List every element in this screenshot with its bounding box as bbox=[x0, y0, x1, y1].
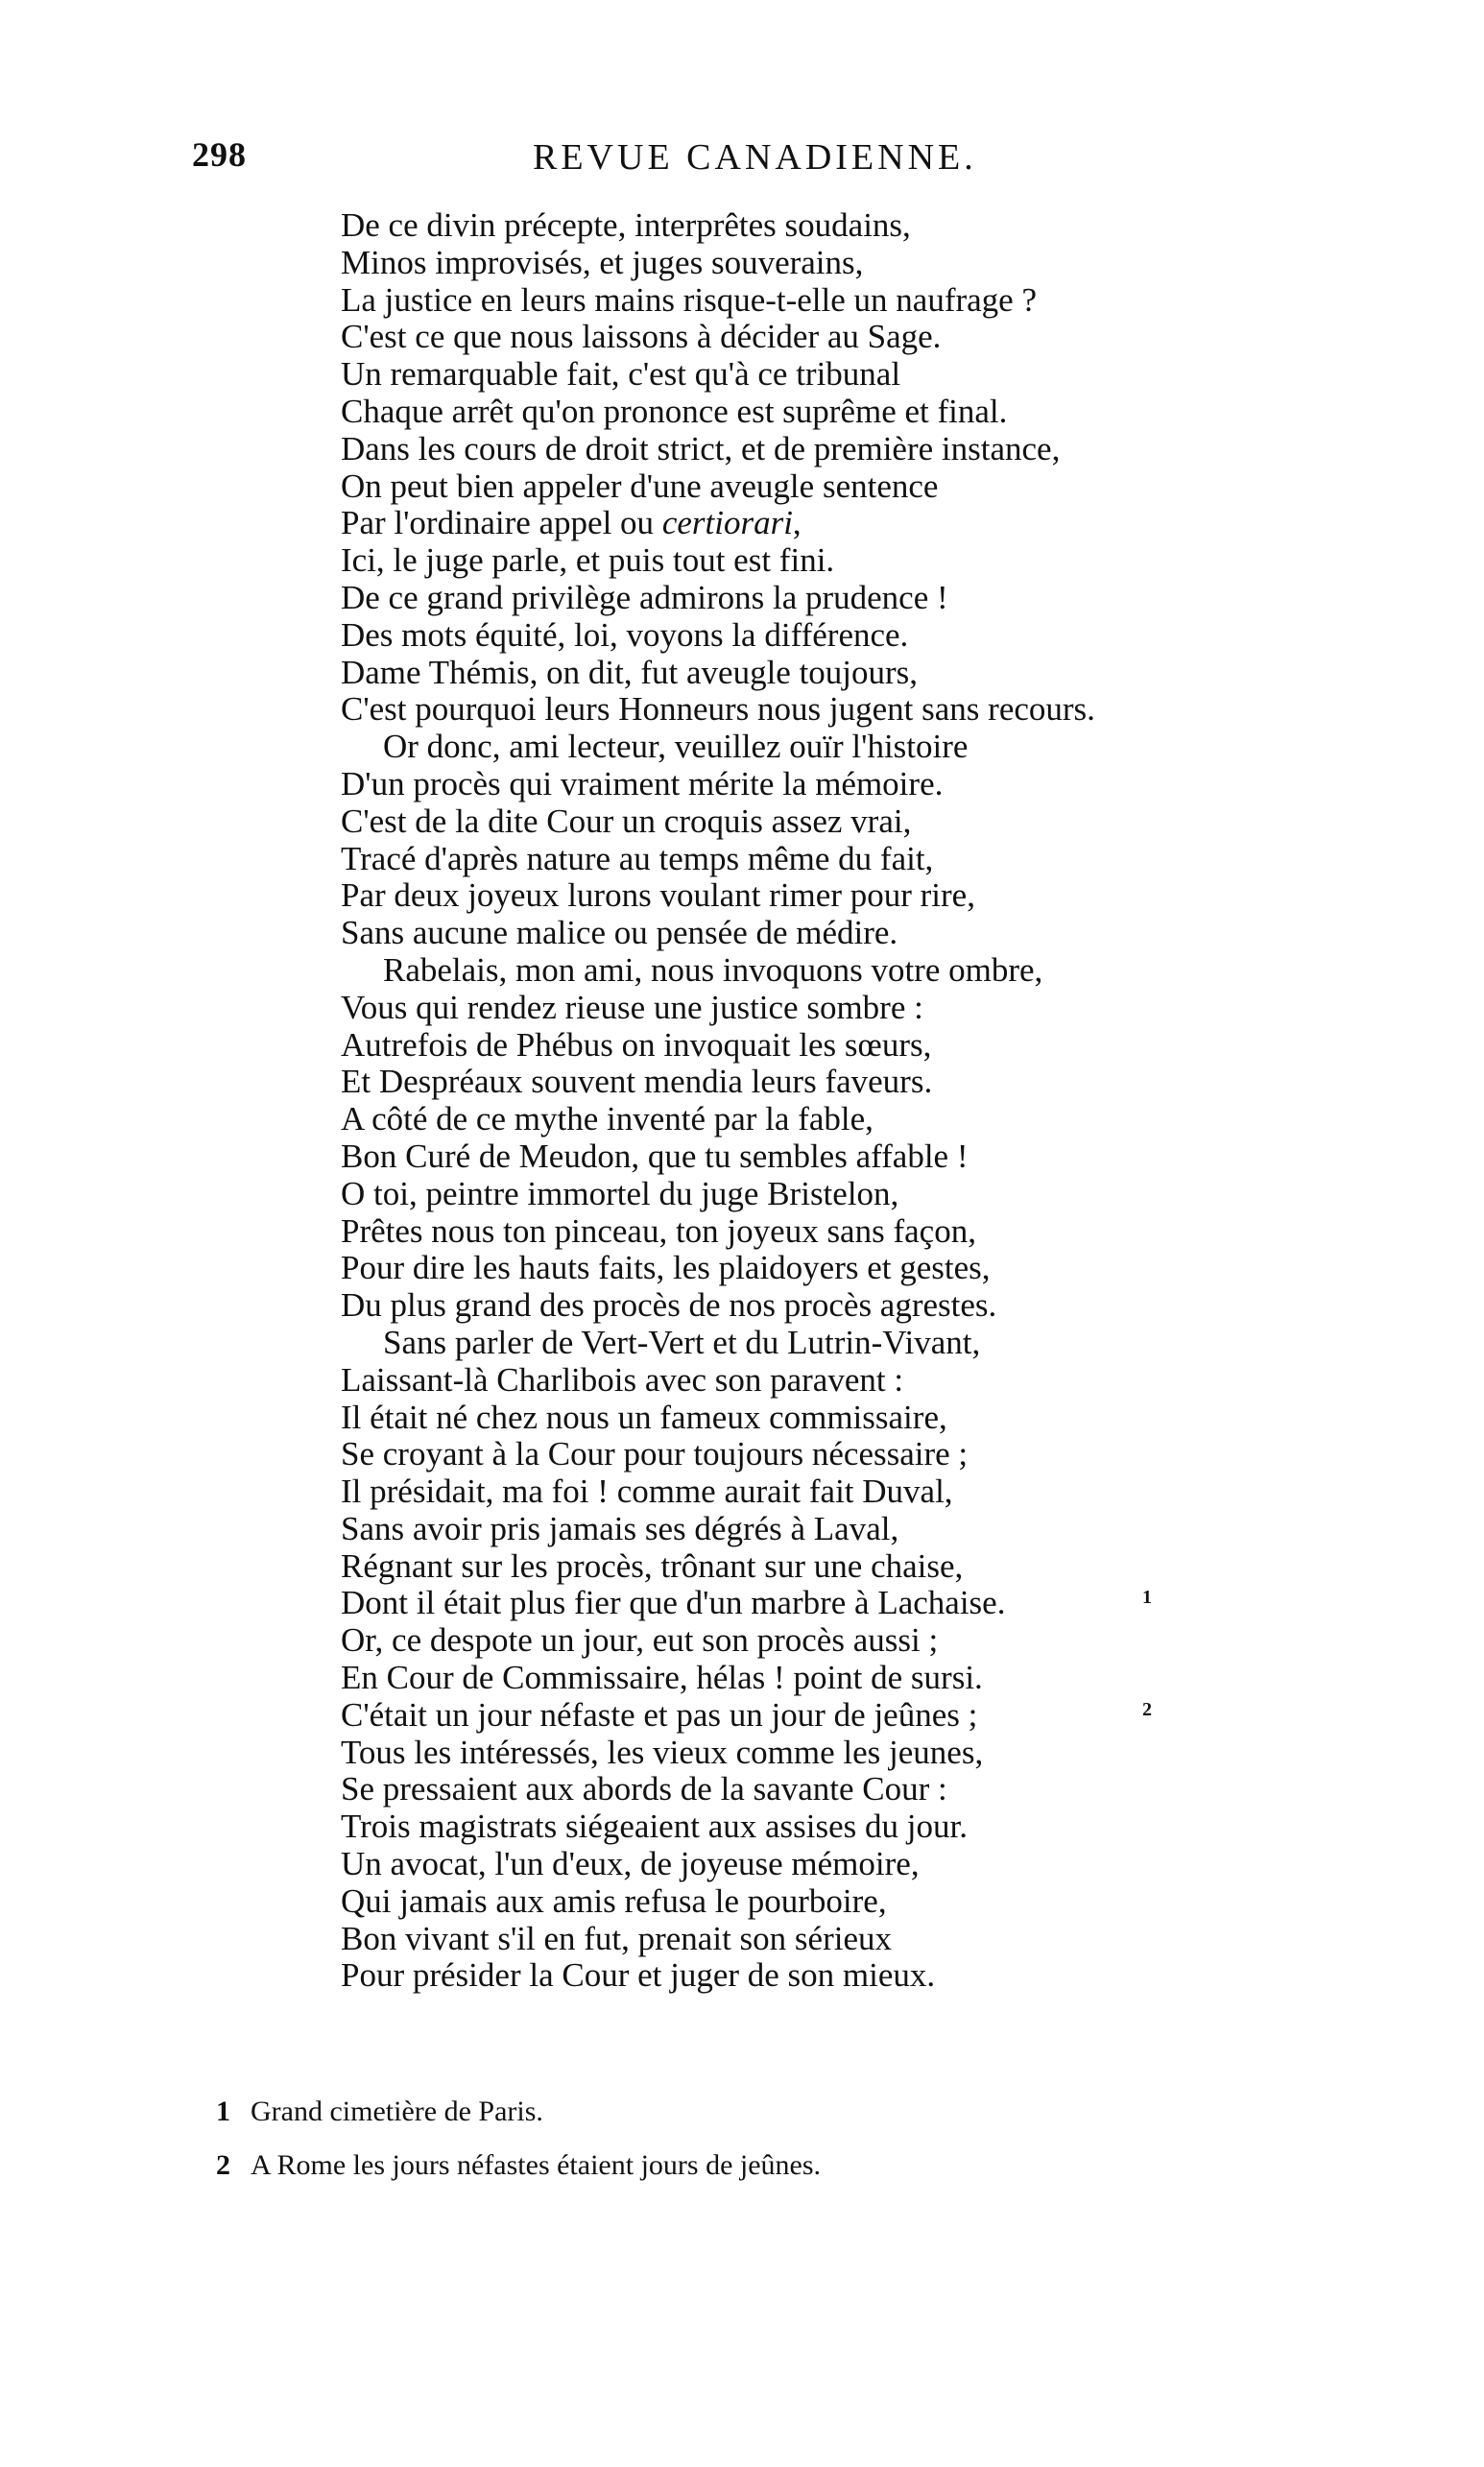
poem-line-text: Sans avoir pris jamais ses dégrés à Laval, bbox=[341, 1509, 899, 1547]
poem-line bbox=[341, 1213, 1224, 1251]
poem-line bbox=[341, 468, 1224, 506]
footnote-text: A Rome les jours néfastes étaient jours de jeûnes. bbox=[251, 2149, 822, 2181]
poem-line-text: Qui jamais aux amis refusa le pourboire, bbox=[341, 1881, 887, 1920]
poem-line bbox=[341, 1064, 1224, 1101]
poem-line-text: Ici, le juge parle, et puis tout est fini. bbox=[341, 541, 835, 580]
page-number: 298 bbox=[192, 135, 247, 174]
poem-line-text: Dans les cours de droit strict, et de première instance, bbox=[341, 429, 1061, 467]
footnote-number: 1 bbox=[216, 2096, 230, 2127]
poem-line-text: De ce grand privilège admirons la prudence ! bbox=[341, 578, 948, 616]
poem-line bbox=[341, 915, 1224, 952]
poem-line-text: Tracé d'après nature au temps même du fait, bbox=[341, 839, 934, 877]
poem-line bbox=[341, 1771, 1224, 1808]
poem-line bbox=[341, 1101, 1224, 1138]
poem-line bbox=[341, 356, 1224, 394]
poem-line-text: , bbox=[792, 504, 802, 542]
poem-line-text: Sans aucune malice ou pensée de médire. bbox=[341, 914, 898, 952]
poem-line-text: Se croyant à la Cour pour toujours nécessaire ; bbox=[341, 1435, 969, 1473]
poem-line bbox=[341, 1921, 1224, 1958]
poem-line-text: O toi, peintre immortel du juge Bristelon, bbox=[341, 1174, 899, 1212]
poem-line bbox=[341, 1436, 1224, 1473]
poem-line bbox=[341, 617, 1224, 655]
poem-line-text: Or donc, ami lecteur, veuillez ouïr l'histoire bbox=[383, 728, 969, 766]
poem-line-text: C'est ce que nous laissons à décider au Sage. bbox=[341, 318, 942, 356]
poem-line bbox=[341, 1660, 1224, 1697]
poem-line-text: Prêtes nous ton pinceau, ton joyeux sans façon, bbox=[341, 1211, 976, 1250]
poem-line bbox=[341, 841, 1224, 878]
poem-line bbox=[341, 1697, 1224, 1735]
poem-line-text: C'était un jour néfaste et pas un jour de jeûnes ; bbox=[341, 1695, 978, 1734]
poem-line-text: Trois magistrats siégeaient aux assises du jour. bbox=[341, 1808, 968, 1846]
poem-line bbox=[341, 1883, 1224, 1921]
poem-line bbox=[341, 1473, 1224, 1511]
poem-line-text: Par l'ordinaire appel ou bbox=[341, 504, 662, 542]
footnote-text: Grand cimetière de Paris. bbox=[251, 2096, 543, 2127]
poem-line bbox=[341, 1511, 1224, 1548]
poem-line bbox=[341, 580, 1224, 617]
poem-line bbox=[341, 1027, 1224, 1065]
poem-line bbox=[341, 1362, 1224, 1400]
poem-line bbox=[341, 1400, 1224, 1437]
footnote-number: 2 bbox=[216, 2149, 230, 2181]
poem-line bbox=[341, 1176, 1224, 1213]
poem-line bbox=[341, 990, 1224, 1027]
poem-line-text: La justice en leurs mains risque-t-elle un naufrage ? bbox=[341, 280, 1037, 319]
poem-line-text: Il présidait, ma foi ! comme aurait fait Duval, bbox=[341, 1473, 953, 1511]
poem-line-text: Or, ce despote un jour, eut son procès aussi ; bbox=[341, 1621, 939, 1660]
poem-line-text: Autrefois de Phébus on invoquait les sœurs, bbox=[341, 1025, 932, 1064]
poem-line bbox=[341, 1287, 1224, 1325]
poem-line bbox=[341, 1325, 1224, 1362]
poem-line-text: Dame Thémis, on dit, fut aveugle toujours, bbox=[341, 653, 919, 691]
poem-line bbox=[341, 1957, 1224, 1995]
poem-line-text: Du plus grand des procès de nos procès agrestes. bbox=[341, 1286, 997, 1325]
poem-line-text: Des mots équité, loi, voyons la différence. bbox=[341, 615, 909, 654]
footnote-reference: 1 bbox=[1142, 1587, 1152, 1609]
footnote bbox=[216, 2146, 1272, 2200]
poem-line-text: Il était né chez nous un fameux commissaire, bbox=[341, 1398, 947, 1436]
poem-line-text: Minos improvisés, et juges souverains, bbox=[341, 243, 864, 281]
poem-line-text: On peut bien appeler d'une aveugle sentence bbox=[341, 467, 939, 505]
poem-line bbox=[341, 1250, 1224, 1287]
footnote bbox=[216, 2093, 1272, 2146]
poem-line-text: Vous qui rendez rieuse une justice sombre : bbox=[341, 988, 923, 1026]
poem-line bbox=[341, 542, 1224, 580]
poem-line-text: Sans parler de Vert-Vert et du Lutrin-Vivant, bbox=[383, 1323, 981, 1361]
poem-line-text: C'est pourquoi leurs Honneurs nous jugent sans recours. bbox=[341, 690, 1095, 729]
poem-line bbox=[341, 691, 1224, 729]
poem-line bbox=[341, 505, 1224, 542]
running-head: REVUE CANADIENNE. bbox=[533, 137, 977, 178]
poem-line bbox=[341, 877, 1224, 915]
poem-line-text: De ce divin précepte, interprêtes soudains, bbox=[341, 206, 911, 244]
poem-line bbox=[341, 952, 1224, 990]
poem-line bbox=[341, 282, 1224, 320]
poem-line-text: Tous les intéressés, les vieux comme les jeunes, bbox=[341, 1733, 984, 1771]
poem-line-text: Régnant sur les procès, trônant sur une chaise, bbox=[341, 1546, 964, 1585]
poem-line bbox=[341, 803, 1224, 841]
poem-line bbox=[341, 245, 1224, 282]
poem-line-text: Et Despréaux souvent mendia leurs faveurs. bbox=[341, 1063, 933, 1101]
poem-line bbox=[341, 1846, 1224, 1883]
poem-line bbox=[341, 319, 1224, 356]
poem-line bbox=[341, 1548, 1224, 1586]
poem-line bbox=[341, 431, 1224, 468]
poem-line-text: Pour dire les hauts faits, les plaidoyers et gestes, bbox=[341, 1249, 991, 1287]
poem-line bbox=[341, 394, 1224, 431]
poem-line-text: D'un procès qui vraiment mérite la mémoire. bbox=[341, 764, 944, 802]
poem-line-text: Un avocat, l'un d'eux, de joyeuse mémoire, bbox=[341, 1845, 920, 1883]
poem-line bbox=[341, 1138, 1224, 1176]
poem-line bbox=[341, 207, 1224, 245]
poem-line-text: Pour présider la Cour et juger de son mieux. bbox=[341, 1956, 936, 1995]
poem-line bbox=[341, 1735, 1224, 1772]
poem-line bbox=[341, 1808, 1224, 1846]
poem-line-text: Rabelais, mon ami, nous invoquons votre ombre, bbox=[383, 950, 1043, 989]
poem-line-text: C'est de la dite Cour un croquis assez vrai, bbox=[341, 802, 912, 840]
poem-line bbox=[341, 729, 1224, 766]
poem-line bbox=[341, 655, 1224, 692]
poem-line-text: Un remarquable fait, c'est qu'à ce tribunal bbox=[341, 355, 901, 394]
poem-body bbox=[341, 207, 1224, 1995]
poem-line-text: Par deux joyeux lurons voulant rimer pour rire, bbox=[341, 876, 975, 915]
poem-line bbox=[341, 1585, 1224, 1622]
poem-line bbox=[341, 766, 1224, 803]
footnotes bbox=[216, 2093, 1272, 2200]
footnote-reference: 2 bbox=[1142, 1698, 1152, 1720]
poem-line-text: Se pressaient aux abords de la savante Cour : bbox=[341, 1770, 947, 1808]
poem-line-text: A côté de ce mythe inventé par la fable, bbox=[341, 1100, 874, 1138]
poem-line-text: Dont il était plus fier que d'un marbre à Lachaise. bbox=[341, 1584, 1006, 1622]
poem-line-text: Laissant-là Charlibois avec son paravent : bbox=[341, 1360, 904, 1399]
poem-line bbox=[341, 1622, 1224, 1660]
poem-line-text: Chaque arrêt qu'on prononce est suprême et final. bbox=[341, 392, 1008, 430]
poem-line-italic: certiorari bbox=[661, 504, 793, 542]
poem-line-text: Bon Curé de Meudon, que tu sembles affable ! bbox=[341, 1137, 969, 1175]
poem-line-text: Bon vivant s'il en fut, prenait son sérieux bbox=[341, 1919, 892, 1957]
poem-line-text: En Cour de Commissaire, hélas ! point de sursi. bbox=[341, 1659, 983, 1697]
